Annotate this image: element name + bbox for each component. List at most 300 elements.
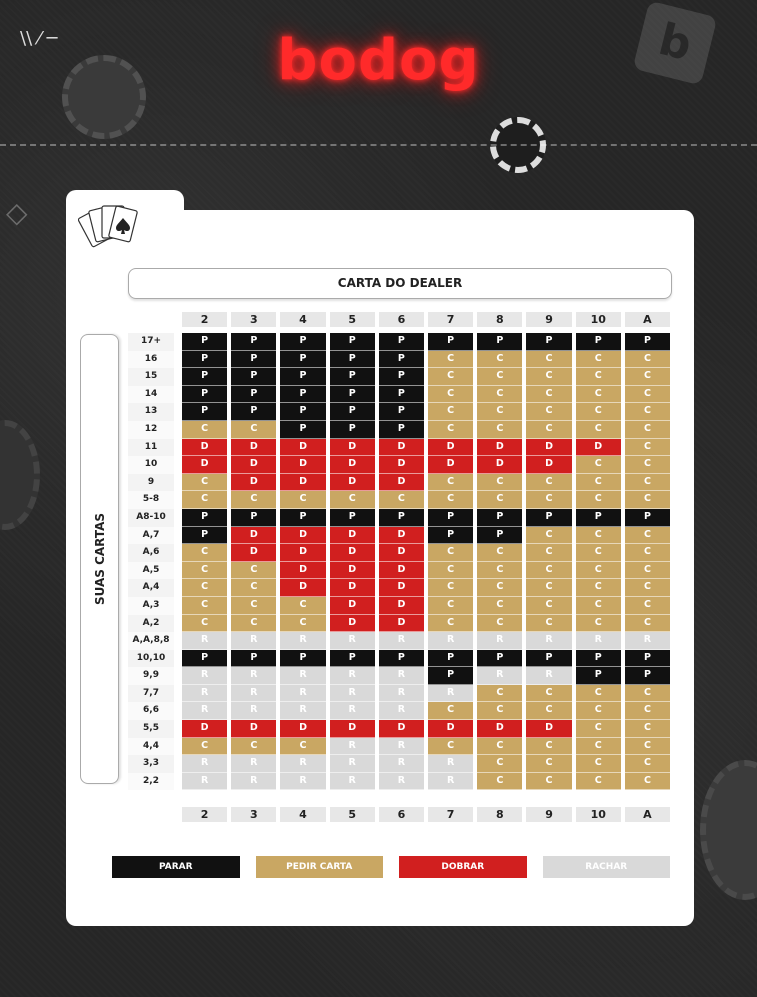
strategy-cell: D	[280, 456, 325, 474]
strategy-cell: C	[231, 579, 276, 597]
strategy-cell: R	[625, 632, 670, 650]
strategy-cell: C	[428, 615, 473, 633]
dealer-card-A: A	[625, 807, 670, 822]
strategy-cell: P	[379, 368, 424, 386]
strategy-cell: R	[330, 738, 375, 756]
dealer-card-5: 5	[330, 312, 375, 327]
dealer-card-3: 3	[231, 312, 276, 327]
strategy-cell: D	[330, 562, 375, 580]
strategy-cell: C	[526, 773, 571, 791]
playing-cards-icon	[78, 198, 146, 254]
strategy-cell: C	[182, 474, 227, 492]
strategy-cell: D	[526, 439, 571, 457]
hand-label: A,2	[128, 615, 174, 633]
strategy-cell: D	[330, 597, 375, 615]
strategy-cell: D	[330, 527, 375, 545]
strategy-cell: C	[477, 491, 522, 509]
strategy-cell: P	[231, 386, 276, 404]
strategy-cell: C	[625, 527, 670, 545]
grid-row	[182, 667, 670, 685]
strategy-cell: C	[182, 738, 227, 756]
strategy-cell: P	[330, 509, 375, 527]
strategy-cell: P	[182, 386, 227, 404]
strategy-cell: R	[330, 773, 375, 791]
grid-row	[182, 439, 670, 457]
strategy-cell: C	[428, 597, 473, 615]
strategy-cell: D	[280, 439, 325, 457]
strategy-cell: R	[231, 685, 276, 703]
bodog-logo: bodog	[277, 28, 480, 93]
dealer-card-9: 9	[526, 312, 571, 327]
strategy-cell: C	[526, 474, 571, 492]
strategy-cell: R	[231, 632, 276, 650]
strategy-cell: D	[280, 579, 325, 597]
strategy-cell: P	[182, 368, 227, 386]
strategy-cell: C	[477, 403, 522, 421]
strategy-cell: C	[625, 544, 670, 562]
strategy-cell: C	[182, 597, 227, 615]
strategy-cell: C	[477, 579, 522, 597]
strategy-cell: R	[526, 667, 571, 685]
strategy-cell: C	[576, 685, 621, 703]
strategy-cell: C	[428, 474, 473, 492]
strategy-cell: C	[477, 474, 522, 492]
strategy-cell: C	[526, 702, 571, 720]
hand-label: 5,5	[128, 720, 174, 738]
strategy-cell: P	[477, 527, 522, 545]
strategy-cell: P	[182, 509, 227, 527]
strategy-cell: P	[182, 650, 227, 668]
strategy-cell: D	[379, 615, 424, 633]
grid-row	[182, 773, 670, 791]
strategy-cell: D	[330, 544, 375, 562]
strategy-cell: P	[330, 368, 375, 386]
strategy-cell: P	[379, 333, 424, 351]
strategy-cell: P	[330, 650, 375, 668]
strategy-cell: R	[428, 685, 473, 703]
strategy-cell: P	[280, 509, 325, 527]
strategy-cell: D	[280, 474, 325, 492]
strategy-cell: C	[625, 421, 670, 439]
strategy-cell: C	[625, 615, 670, 633]
strategy-cell: C	[526, 386, 571, 404]
strategy-cell: C	[576, 368, 621, 386]
strategy-cell: R	[526, 632, 571, 650]
strategy-cell: C	[182, 491, 227, 509]
strategy-cell: D	[428, 456, 473, 474]
grid-row	[182, 421, 670, 439]
strategy-cell: R	[231, 667, 276, 685]
strategy-cell: C	[477, 773, 522, 791]
strategy-cell: P	[428, 333, 473, 351]
hand-label: 10	[128, 456, 174, 474]
strategy-cell: C	[280, 491, 325, 509]
poker-chip-icon	[700, 760, 757, 900]
strategy-cell: C	[477, 368, 522, 386]
hand-label: A,A,8,8	[128, 632, 174, 650]
strategy-cell: C	[526, 421, 571, 439]
strategy-cell: P	[428, 650, 473, 668]
strategy-cell: C	[576, 474, 621, 492]
strategy-cell: P	[280, 351, 325, 369]
strategy-cell: C	[576, 597, 621, 615]
player-hand-labels	[128, 333, 174, 790]
strategy-cell: C	[625, 474, 670, 492]
strategy-cell: C	[526, 579, 571, 597]
hand-label: 11	[128, 439, 174, 457]
strategy-cell: C	[182, 579, 227, 597]
strategy-cell: C	[477, 755, 522, 773]
strategy-cell: P	[379, 509, 424, 527]
strategy-cell: R	[280, 632, 325, 650]
hand-label: 15	[128, 368, 174, 386]
strategy-cell: D	[330, 474, 375, 492]
strategy-cell: D	[231, 527, 276, 545]
strategy-cell: R	[428, 632, 473, 650]
strategy-cell: D	[477, 456, 522, 474]
strategy-cell: C	[576, 421, 621, 439]
strategy-cell: C	[182, 615, 227, 633]
strategy-cell: C	[576, 702, 621, 720]
strategy-cell: C	[280, 615, 325, 633]
dealer-card-6: 6	[379, 807, 424, 822]
strategy-cell: R	[280, 685, 325, 703]
strategy-cell: R	[280, 773, 325, 791]
strategy-cell: D	[477, 439, 522, 457]
strategy-cell: C	[625, 702, 670, 720]
strategy-cell: C	[526, 368, 571, 386]
strategy-cell: C	[576, 755, 621, 773]
strategy-cell: C	[231, 491, 276, 509]
hand-label: A,4	[128, 579, 174, 597]
strategy-cell: C	[231, 562, 276, 580]
strategy-cell: R	[379, 773, 424, 791]
strategy-cell: P	[379, 351, 424, 369]
grid-row	[182, 386, 670, 404]
hand-label: A,7	[128, 527, 174, 545]
strategy-cell: P	[280, 421, 325, 439]
brand-badge-icon: b	[633, 1, 718, 86]
strategy-cell: D	[379, 474, 424, 492]
strategy-cell: P	[379, 421, 424, 439]
strategy-cell: R	[330, 685, 375, 703]
strategy-cell: P	[526, 333, 571, 351]
grid-row	[182, 403, 670, 421]
strategy-cell: R	[280, 667, 325, 685]
dealer-card-8: 8	[477, 312, 522, 327]
strategy-cell: C	[231, 738, 276, 756]
strategy-cell: D	[379, 562, 424, 580]
strategy-cell: P	[576, 509, 621, 527]
dealer-card-10: 10	[576, 807, 621, 822]
strategy-cell: D	[526, 720, 571, 738]
strategy-cell: P	[428, 509, 473, 527]
strategy-cell: C	[379, 491, 424, 509]
strategy-cell: D	[379, 597, 424, 615]
strategy-cell: C	[526, 491, 571, 509]
grid-row	[182, 650, 670, 668]
grid-row	[182, 527, 670, 545]
grid-row	[182, 333, 670, 351]
strategy-cell: P	[625, 333, 670, 351]
strategy-cell: R	[280, 702, 325, 720]
strategy-cell: C	[477, 351, 522, 369]
strategy-cell: C	[477, 562, 522, 580]
diamond-icon: ◇	[6, 196, 28, 229]
strategy-cell: D	[428, 720, 473, 738]
strategy-cell: R	[182, 773, 227, 791]
strategy-cell: C	[428, 386, 473, 404]
grid-row	[182, 685, 670, 703]
grid-row	[182, 509, 670, 527]
legend-stand: PARAR	[112, 856, 240, 878]
strategy-cell: C	[428, 351, 473, 369]
grid-row	[182, 544, 670, 562]
strategy-cell: C	[576, 720, 621, 738]
strategy-cell: D	[280, 544, 325, 562]
dealer-card-9: 9	[526, 807, 571, 822]
strategy-cell: C	[625, 720, 670, 738]
strategy-grid	[182, 333, 670, 790]
hand-label: A,6	[128, 544, 174, 562]
player-cards-header	[80, 334, 119, 784]
grid-row	[182, 579, 670, 597]
strategy-cell: C	[576, 456, 621, 474]
hand-label: 3,3	[128, 755, 174, 773]
strategy-cell: C	[280, 597, 325, 615]
dealer-card-header: CARTA DO DEALER	[128, 268, 672, 299]
strategy-cell: P	[379, 650, 424, 668]
strategy-cell: P	[280, 403, 325, 421]
strategy-cell: D	[231, 544, 276, 562]
strategy-cell: D	[379, 720, 424, 738]
strategy-cell: R	[330, 702, 375, 720]
strategy-cell: C	[477, 597, 522, 615]
strategy-cell: C	[477, 386, 522, 404]
strategy-cell: R	[182, 632, 227, 650]
strategy-cell: R	[379, 702, 424, 720]
strategy-cell: C	[477, 702, 522, 720]
hand-label: 17+	[128, 333, 174, 351]
strategy-cell: R	[428, 773, 473, 791]
strategy-cell: D	[231, 474, 276, 492]
strategy-cell: P	[330, 403, 375, 421]
strategy-cell: C	[477, 738, 522, 756]
strategy-cell: P	[379, 403, 424, 421]
strategy-cell: C	[330, 491, 375, 509]
strategy-cell: D	[379, 544, 424, 562]
strategy-cell: C	[477, 421, 522, 439]
strategy-cell: D	[428, 439, 473, 457]
strategy-cell: D	[477, 720, 522, 738]
strategy-cell: P	[477, 509, 522, 527]
strategy-cell: C	[428, 403, 473, 421]
grid-row	[182, 474, 670, 492]
strategy-cell: C	[625, 368, 670, 386]
strategy-cell: R	[330, 632, 375, 650]
strategy-cell: R	[379, 667, 424, 685]
hand-label: 10,10	[128, 650, 174, 668]
strategy-cell: C	[428, 544, 473, 562]
strategy-cell: P	[625, 509, 670, 527]
strategy-cell: P	[231, 403, 276, 421]
strategy-cell: D	[280, 562, 325, 580]
strategy-cell: P	[280, 333, 325, 351]
dealer-columns-bottom	[182, 807, 670, 822]
strategy-cell: C	[182, 544, 227, 562]
strategy-cell: P	[526, 650, 571, 668]
strategy-cell: R	[182, 685, 227, 703]
strategy-cell: R	[280, 755, 325, 773]
hand-label: 9	[128, 474, 174, 492]
strategy-cell: P	[576, 333, 621, 351]
strategy-cell: R	[231, 755, 276, 773]
strategy-cell: C	[576, 615, 621, 633]
hand-label: A,5	[128, 562, 174, 580]
strategy-cell: R	[428, 755, 473, 773]
strategy-cell: C	[428, 421, 473, 439]
strategy-cell: D	[231, 720, 276, 738]
strategy-cell: C	[231, 615, 276, 633]
strategy-cell: D	[330, 439, 375, 457]
strategy-cell: P	[625, 650, 670, 668]
strategy-cell: P	[428, 527, 473, 545]
strategy-cell: C	[625, 755, 670, 773]
strategy-cell: P	[330, 333, 375, 351]
strategy-cell: R	[477, 667, 522, 685]
strategy-cell: C	[625, 597, 670, 615]
grid-row	[182, 368, 670, 386]
hand-label: 2,2	[128, 773, 174, 791]
grid-row	[182, 351, 670, 369]
dealer-card-2: 2	[182, 312, 227, 327]
strategy-cell: P	[231, 650, 276, 668]
grid-row	[182, 755, 670, 773]
strategy-cell: D	[526, 456, 571, 474]
strategy-cell: D	[330, 456, 375, 474]
strategy-cell: C	[428, 579, 473, 597]
dealer-card-7: 7	[428, 312, 473, 327]
dealer-columns-top	[182, 312, 670, 327]
strategy-cell: R	[330, 667, 375, 685]
strategy-cell: C	[428, 368, 473, 386]
dealer-card-2: 2	[182, 807, 227, 822]
strategy-cell: R	[330, 755, 375, 773]
hand-label: 16	[128, 351, 174, 369]
strategy-cell: C	[576, 773, 621, 791]
hand-label: 7,7	[128, 685, 174, 703]
strategy-cell: P	[182, 403, 227, 421]
hand-label: 12	[128, 421, 174, 439]
grid-row	[182, 491, 670, 509]
strategy-cell: P	[280, 650, 325, 668]
strategy-cell: P	[330, 421, 375, 439]
sparkle-icon: \\ ⁄ ─	[20, 28, 58, 49]
strategy-cell: D	[330, 720, 375, 738]
stitch-divider	[0, 144, 757, 146]
strategy-cell: C	[428, 702, 473, 720]
legend-split: RACHAR	[543, 856, 671, 878]
strategy-cell: R	[379, 738, 424, 756]
dealer-card-6: 6	[379, 312, 424, 327]
hand-label: 4,4	[128, 738, 174, 756]
strategy-cell: C	[428, 562, 473, 580]
strategy-cell: C	[526, 738, 571, 756]
strategy-cell: P	[477, 650, 522, 668]
strategy-cell: C	[280, 738, 325, 756]
strategy-cell: C	[428, 738, 473, 756]
strategy-cell: C	[477, 685, 522, 703]
strategy-cell: C	[526, 544, 571, 562]
strategy-cell: R	[379, 632, 424, 650]
strategy-cell: C	[625, 562, 670, 580]
strategy-cell: C	[625, 403, 670, 421]
strategy-cell: P	[182, 351, 227, 369]
strategy-cell: R	[379, 685, 424, 703]
hand-label: 6,6	[128, 702, 174, 720]
strategy-cell: R	[231, 773, 276, 791]
grid-row	[182, 615, 670, 633]
legend	[112, 856, 670, 878]
strategy-cell: C	[625, 579, 670, 597]
strategy-cell: C	[526, 597, 571, 615]
strategy-cell: D	[182, 439, 227, 457]
strategy-cell: C	[576, 403, 621, 421]
strategy-cell: C	[526, 615, 571, 633]
strategy-cell: C	[231, 597, 276, 615]
strategy-cell: C	[625, 351, 670, 369]
strategy-cell: D	[280, 720, 325, 738]
strategy-cell: D	[280, 527, 325, 545]
strategy-cell: D	[330, 615, 375, 633]
strategy-cell: C	[526, 755, 571, 773]
strategy-cell: P	[182, 333, 227, 351]
strategy-cell: D	[379, 456, 424, 474]
strategy-cell: P	[379, 386, 424, 404]
grid-row	[182, 597, 670, 615]
strategy-cell: R	[477, 632, 522, 650]
dealer-card-7: 7	[428, 807, 473, 822]
hand-label: 9,9	[128, 667, 174, 685]
strategy-cell: C	[576, 386, 621, 404]
strategy-cell: C	[526, 527, 571, 545]
strategy-cell: P	[576, 667, 621, 685]
strategy-cell: D	[182, 456, 227, 474]
dealer-card-5: 5	[330, 807, 375, 822]
strategy-cell: C	[477, 544, 522, 562]
strategy-cell: D	[379, 579, 424, 597]
grid-row	[182, 456, 670, 474]
hand-label: 5-8	[128, 491, 174, 509]
strategy-cell: C	[231, 421, 276, 439]
strategy-cell: C	[526, 351, 571, 369]
hand-label: 13	[128, 403, 174, 421]
strategy-cell: D	[379, 527, 424, 545]
strategy-cell: C	[625, 738, 670, 756]
hand-label: A,3	[128, 597, 174, 615]
strategy-cell: R	[182, 702, 227, 720]
strategy-cell: D	[231, 456, 276, 474]
dealer-card-3: 3	[231, 807, 276, 822]
strategy-cell: P	[280, 386, 325, 404]
hand-label: 14	[128, 386, 174, 404]
strategy-cell: C	[526, 562, 571, 580]
strategy-cell: C	[526, 685, 571, 703]
strategy-cell: P	[330, 351, 375, 369]
strategy-cell: C	[576, 527, 621, 545]
grid-row	[182, 738, 670, 756]
strategy-cell: C	[576, 738, 621, 756]
